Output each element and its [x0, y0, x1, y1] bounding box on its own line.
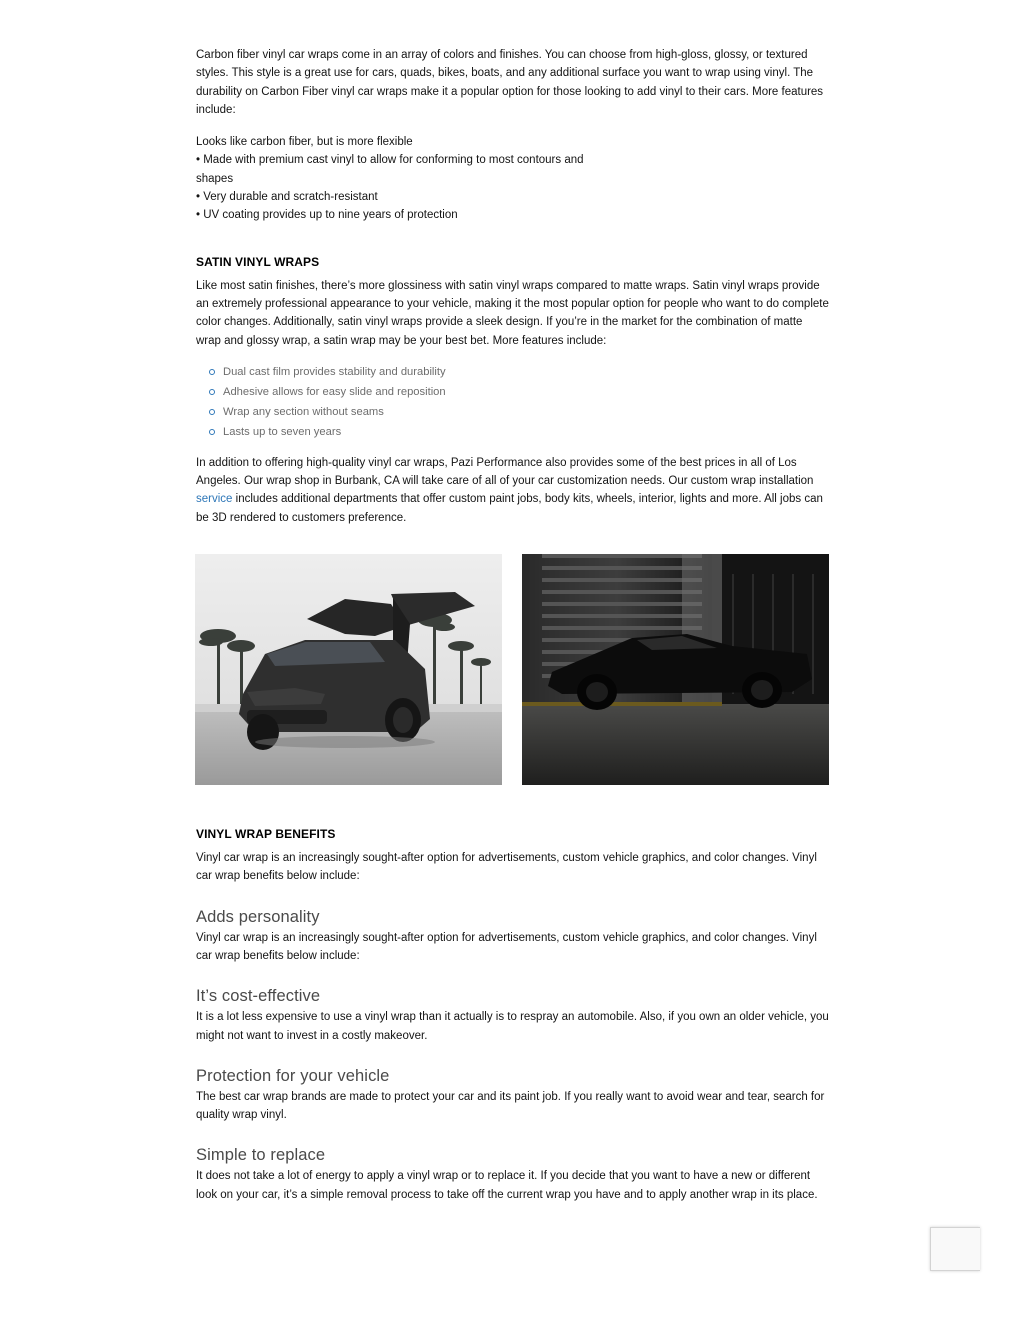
- benefits-heading: VINYL WRAP BENEFITS: [196, 827, 336, 842]
- circle-bullet-icon: [209, 409, 215, 415]
- benefit-text: It does not take a lot of energy to apply a vinyl wrap or to replace it. If you decide that you want to have a new or different look on your car, it’s a simple removal process to take off the current wrap you have and to apply another wrap in its place.: [196, 1170, 818, 1201]
- circle-bullet-icon: [209, 369, 215, 375]
- service-link[interactable]: service: [196, 493, 233, 506]
- black-muscle-car-photo: [522, 554, 829, 785]
- list-item: [196, 402, 830, 422]
- benefit-text: Vinyl car wrap is an increasingly sought-after option for advertisements, custom vehicle graphics, and color changes. Vinyl car wrap benefits below include:: [196, 931, 817, 962]
- black-muscle-car-illustration: [522, 554, 829, 785]
- photo-row: [195, 554, 829, 785]
- feature-line: shapes: [196, 172, 234, 185]
- list-item: [196, 362, 830, 382]
- satin-heading: SATIN VINYL WRAPS: [196, 254, 320, 269]
- list-item-label: Lasts up to seven years: [223, 425, 342, 438]
- circle-bullet-icon: [209, 389, 215, 395]
- benefit-title: Adds personality: [196, 907, 320, 926]
- benefit-title: It’s cost-effective: [196, 987, 321, 1006]
- feature-line: • Made with premium cast vinyl to allow for conforming to most contours and: [196, 154, 584, 167]
- offer-text-before: In addition to offering high-quality vinyl car wraps, Pazi Performance also provides some of the best prices in all of Los Angeles. Our wrap shop in Burbank, CA will take care of all of your car customization needs. Our custom wrap installation: [196, 456, 814, 488]
- black-suv-falcon-doors-illustration: [195, 554, 502, 785]
- list-item: [196, 382, 830, 402]
- feature-line: Looks like carbon fiber, but is more flexible: [196, 136, 413, 149]
- list-item: [196, 422, 830, 442]
- benefits-intro: Vinyl car wrap is an increasingly sought-after option for advertisements, custom vehicle graphics, and color changes. Vinyl car wrap benefits below include:: [196, 852, 817, 883]
- article-content: [196, 46, 830, 1204]
- list-item-label: Dual cast film provides stability and durability: [223, 365, 446, 378]
- recaptcha-badge[interactable]: [930, 1227, 980, 1271]
- feature-line: • UV coating provides up to nine years of protection: [196, 209, 458, 222]
- list-item-label: Adhesive allows for easy slide and reposition: [223, 385, 446, 398]
- satin-feature-list: [196, 362, 830, 442]
- offer-paragraph: [196, 454, 830, 527]
- black-suv-photo: [195, 554, 502, 785]
- circle-bullet-icon: [209, 429, 215, 435]
- feature-line: • Very durable and scratch-resistant: [196, 191, 378, 204]
- benefit-text: The best car wrap brands are made to protect your car and its paint job. If you really want to avoid wear and tear, search for quality wrap vinyl.: [196, 1090, 825, 1122]
- carbon-fiber-feature-list: [196, 133, 830, 224]
- benefit-title: Protection for your vehicle: [196, 1066, 390, 1085]
- list-item-label: Wrap any section without seams: [223, 405, 384, 418]
- benefit-title: Simple to replace: [196, 1146, 326, 1165]
- benefit-text: It is a lot less expensive to use a vinyl wrap than it actually is to respray an automobile. Also, if you own an older vehicle, you might not want to invest in a costly makeover.: [196, 1011, 829, 1042]
- intro-paragraph: Carbon fiber vinyl car wraps come in an array of colors and finishes. You can choose from high-gloss, glossy, or textured styles. This style is a great use for cars, quads, bikes, boats, and any additional surface you want to wrap using vinyl. The durability on Carbon Fiber vinyl car wraps make it a popular option for those looking to add vinyl to their cars. More features include:: [196, 49, 824, 116]
- offer-text-after: includes additional departments that offer custom paint jobs, body kits, wheels, interior, lights and more. All jobs can be 3D rendered to customers preference.: [196, 493, 823, 524]
- satin-paragraph: Like most satin finishes, there’s more glossiness with satin vinyl wraps compared to matte wraps. Satin vinyl wraps provide an extremely professional appearance to your vehicle, making it the most popular option for people who want to do complete color changes. Additionally, satin vinyl wraps provide a sleek design. If you’re in the market for the combination of matte wrap and glossy wrap, a satin wrap may be your best bet. More features include:: [196, 279, 829, 347]
